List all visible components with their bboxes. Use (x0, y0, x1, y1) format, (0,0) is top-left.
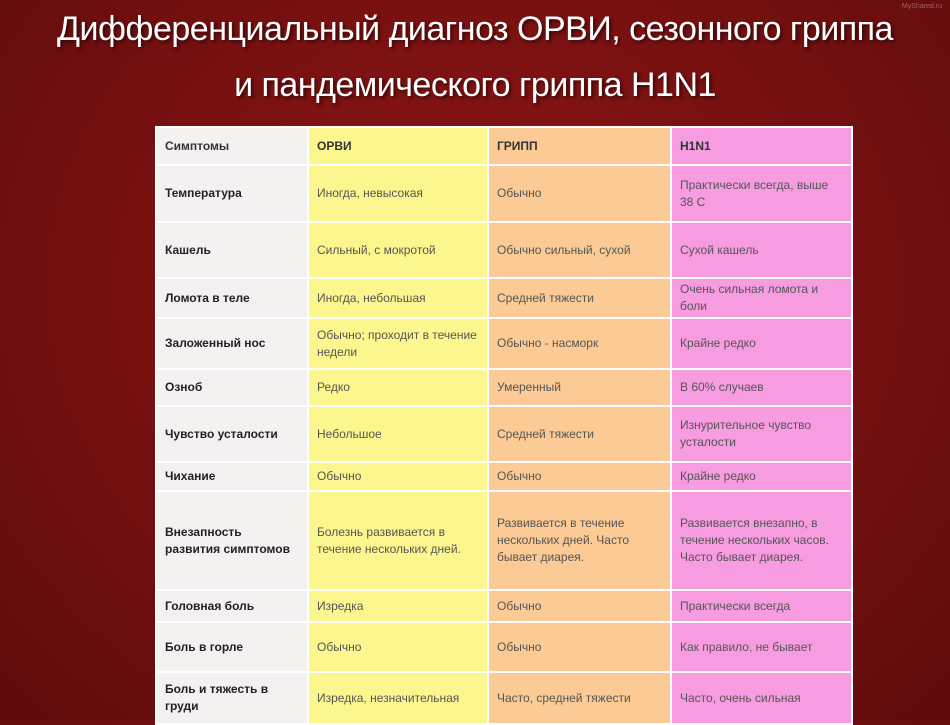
h1n1-cell: Изнурительное чувство усталости (671, 406, 852, 462)
orvi-cell: Изредка, незначительная (308, 672, 488, 724)
table-header-row (156, 127, 852, 165)
gripp-cell: Развивается в течение нескольких дней. Часто бывает диарея. (488, 491, 671, 590)
header-symptoms: Симптомы (156, 127, 308, 165)
gripp-cell: Часто, средней тяжести (488, 672, 671, 724)
h1n1-cell: Практически всегда (671, 590, 852, 622)
gripp-cell: Средней тяжести (488, 278, 671, 318)
symptom-cell: Ломота в теле (156, 278, 308, 318)
gripp-cell: Обычно сильный, сухой (488, 222, 671, 278)
table-row (156, 369, 852, 406)
orvi-cell: Болезнь развивается в течение нескольких дней. (308, 491, 488, 590)
h1n1-cell: Часто, очень сильная (671, 672, 852, 724)
symptom-cell: Кашель (156, 222, 308, 278)
h1n1-cell: Сухой кашель (671, 222, 852, 278)
gripp-cell: Обычно (488, 165, 671, 222)
slide-title (0, 6, 950, 108)
h1n1-cell: Очень сильная ломота и боли (671, 278, 852, 318)
orvi-cell: Обычно (308, 622, 488, 672)
orvi-cell: Изредка (308, 590, 488, 622)
slide-title-line-1: Дифференциальный диагноз ОРВИ, сезонного гриппа (57, 10, 893, 48)
orvi-cell: Небольшое (308, 406, 488, 462)
h1n1-cell: Развивается внезапно, в течение нескольких часов. Часто бывает диарея. (671, 491, 852, 590)
orvi-cell: Иногда, невысокая (308, 165, 488, 222)
table-row (156, 491, 852, 590)
orvi-cell: Сильный, с мокротой (308, 222, 488, 278)
h1n1-cell: В 60% случаев (671, 369, 852, 406)
symptom-cell: Чувство усталости (156, 406, 308, 462)
symptom-cell: Головная боль (156, 590, 308, 622)
table-row (156, 222, 852, 278)
symptom-cell: Внезапность развития симптомов (156, 491, 308, 590)
gripp-cell: Обычно (488, 622, 671, 672)
header-orvi: ОРВИ (308, 127, 488, 165)
table-row (156, 672, 852, 724)
symptom-cell: Боль в горле (156, 622, 308, 672)
orvi-cell: Обычно (308, 462, 488, 491)
orvi-cell: Иногда, небольшая (308, 278, 488, 318)
orvi-cell: Обычно; проходит в течение недели (308, 318, 488, 369)
table-row (156, 590, 852, 622)
table-row (156, 318, 852, 369)
h1n1-cell: Как правило, не бывает (671, 622, 852, 672)
gripp-cell: Обычно (488, 590, 671, 622)
header-h1n1: H1N1 (671, 127, 852, 165)
gripp-cell: Обычно (488, 462, 671, 491)
table-row (156, 165, 852, 222)
table-row (156, 406, 852, 462)
table-row (156, 278, 852, 318)
slide-title-line-2: и пандемического гриппа H1N1 (234, 66, 716, 104)
watermark: MyShared.ru (901, 3, 942, 10)
table-row (156, 462, 852, 491)
h1n1-cell: Практически всегда, выше 38 С (671, 165, 852, 222)
gripp-cell: Умеренный (488, 369, 671, 406)
orvi-cell: Редко (308, 369, 488, 406)
table-row (156, 622, 852, 672)
header-gripp: ГРИПП (488, 127, 671, 165)
gripp-cell: Обычно - насморк (488, 318, 671, 369)
differential-diagnosis-table (155, 126, 853, 725)
symptom-cell: Температура (156, 165, 308, 222)
symptom-cell: Заложенный нос (156, 318, 308, 369)
h1n1-cell: Крайне редко (671, 318, 852, 369)
gripp-cell: Средней тяжести (488, 406, 671, 462)
symptom-cell: Боль и тяжесть в груди (156, 672, 308, 724)
symptom-cell: Чихание (156, 462, 308, 491)
h1n1-cell: Крайне редко (671, 462, 852, 491)
symptom-cell: Озноб (156, 369, 308, 406)
